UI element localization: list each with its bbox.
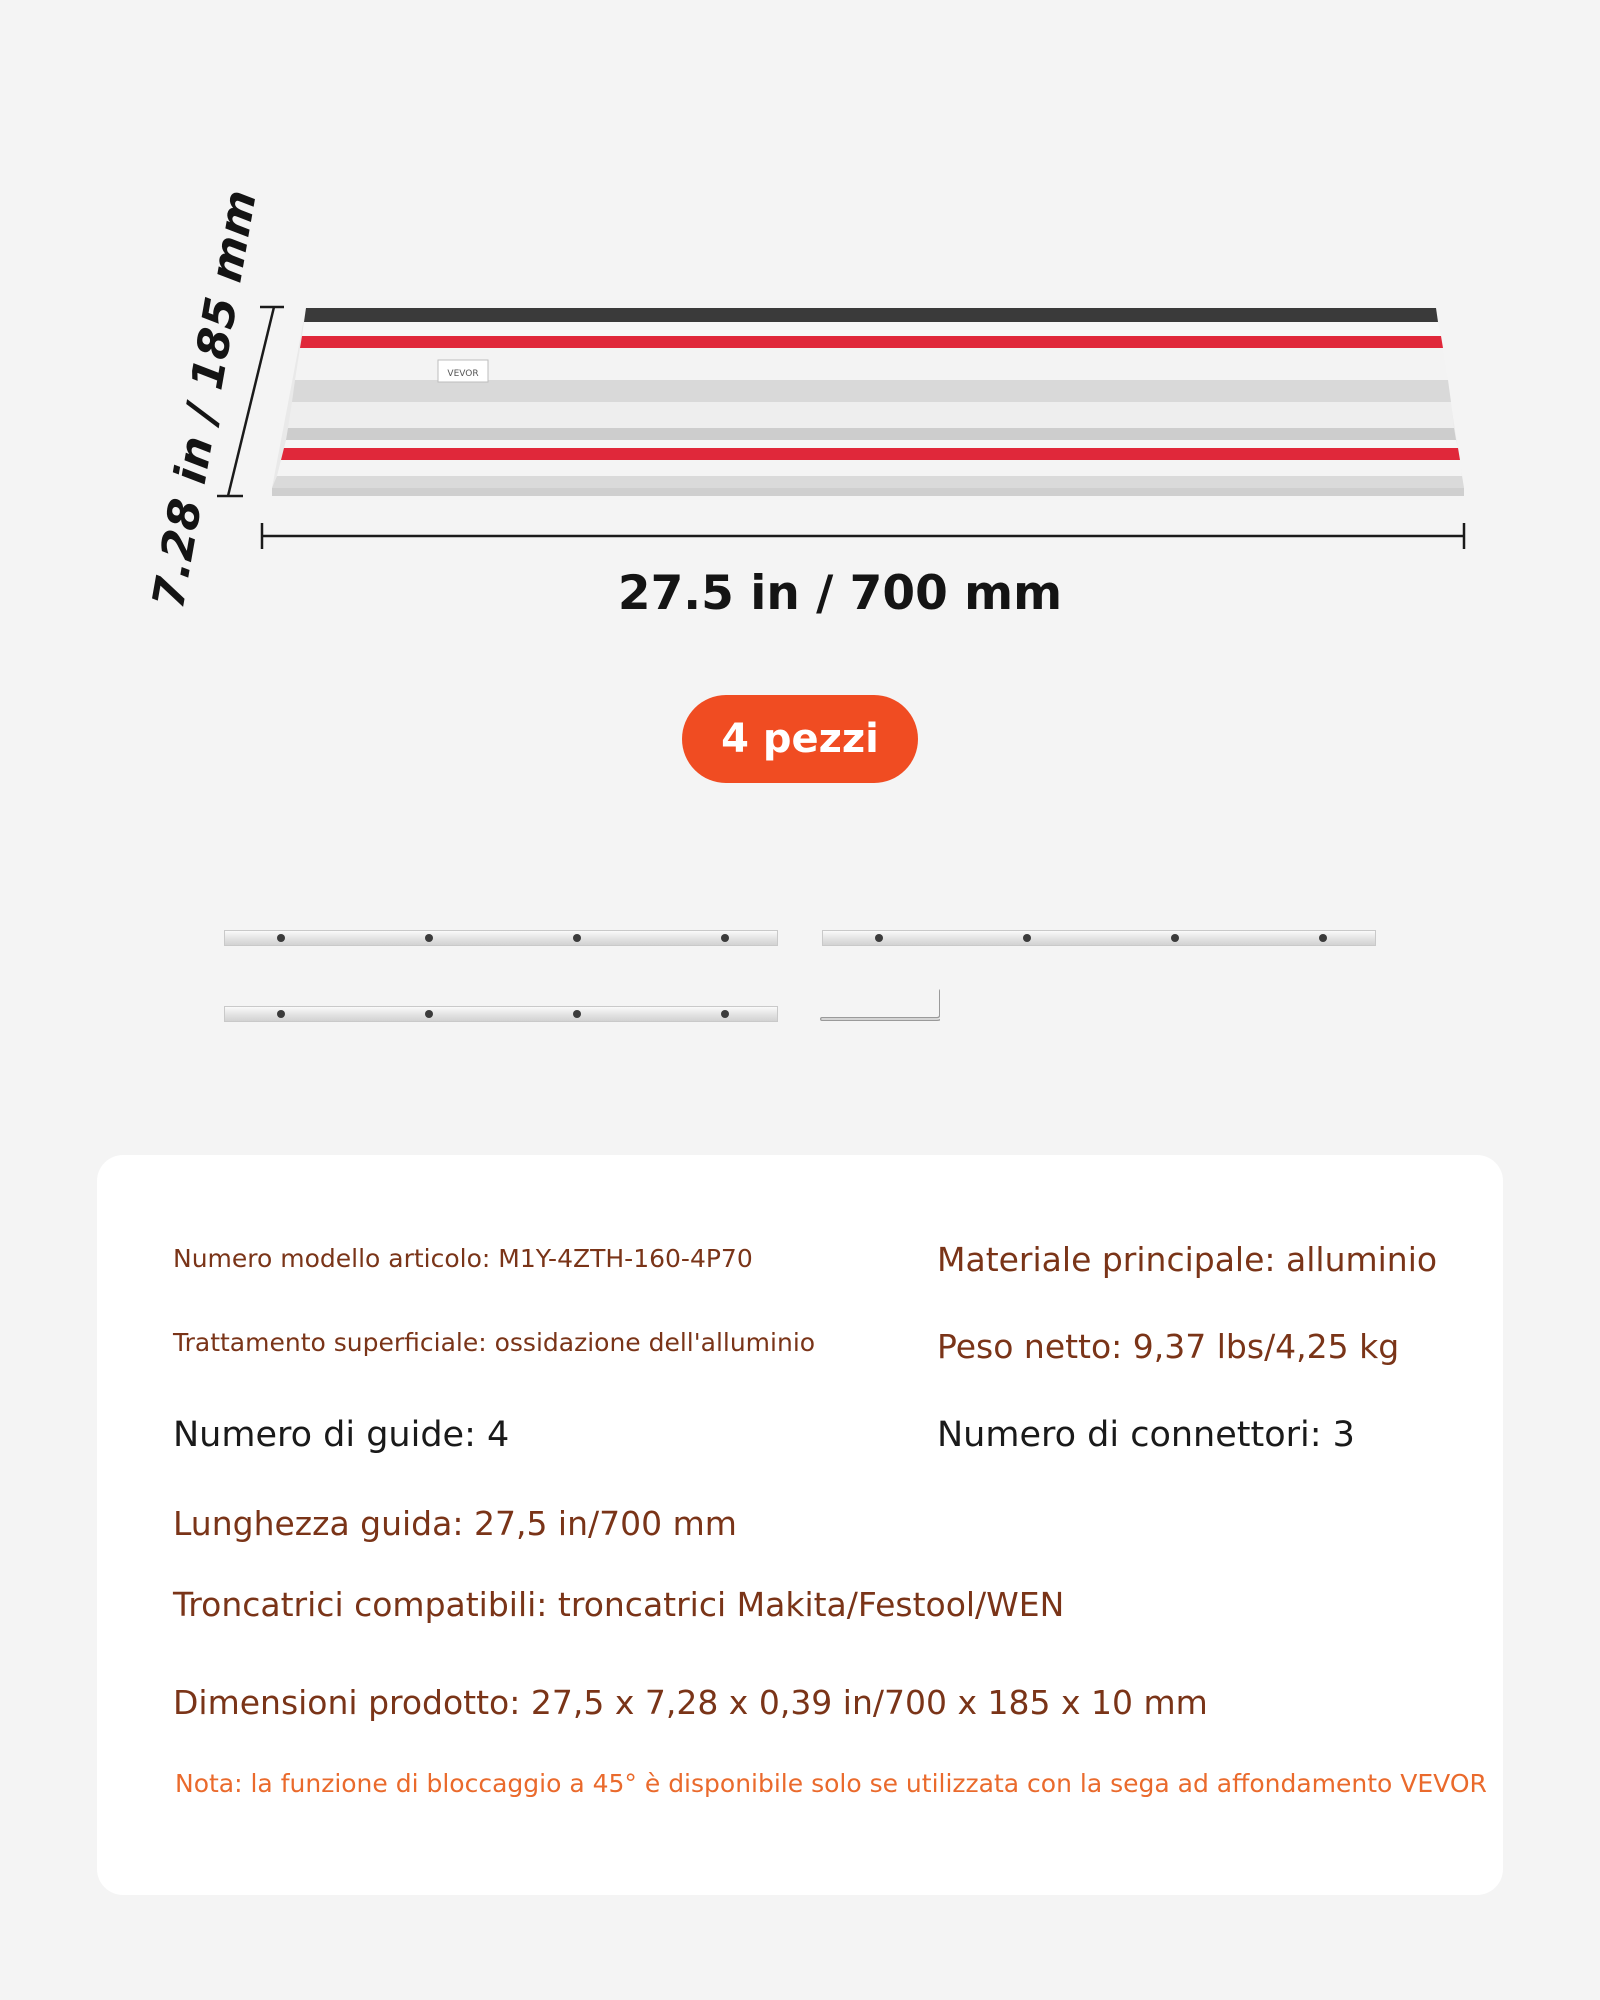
screw-icon — [1023, 934, 1031, 942]
spec-model-number: Numero modello articolo: M1Y-4ZTH-160-4P70 — [173, 1244, 753, 1273]
screw-icon — [425, 934, 433, 942]
height-dimension-label: 7.28 in / 185 mm — [143, 185, 267, 613]
spec-product-dimensions: Dimensioni prodotto: 27,5 x 7,28 x 0,39 in/700 x 185 x 10 mm — [173, 1683, 1208, 1722]
screw-icon — [573, 1010, 581, 1018]
width-dimension-label: 27.5 in / 700 mm — [617, 566, 1063, 621]
connector-rail-3 — [224, 1006, 778, 1022]
quantity-badge-label: 4 pezzi — [721, 716, 879, 762]
quantity-badge — [682, 695, 918, 783]
screw-icon — [425, 1010, 433, 1018]
screw-icon — [875, 934, 883, 942]
spec-rail-length: Lunghezza guida: 27,5 in/700 mm — [173, 1504, 737, 1543]
red-strip-top — [300, 336, 1443, 348]
spec-surface-treatment: Trattamento superficiale: ossidazione dell'alluminio — [173, 1328, 816, 1357]
connector-rail-2 — [822, 930, 1376, 946]
note-45-degree-lock: Nota: la funzione di bloccaggio a 45° è disponibile solo se utilizzata con la sega ad affondamento VEVOR — [175, 1769, 1487, 1798]
spec-compatible-saws: Troncatrici compatibili: troncatrici Makita/Festool/WEN — [173, 1585, 1065, 1624]
product-label-text: VEVOR — [447, 369, 479, 379]
screw-icon — [1319, 934, 1327, 942]
screw-icon — [277, 934, 285, 942]
hex-key-icon — [820, 985, 940, 1025]
screw-icon — [277, 1010, 285, 1018]
screw-icon — [573, 934, 581, 942]
spec-rails-count: Numero di guide: 4 — [173, 1415, 510, 1455]
screw-icon — [1171, 934, 1179, 942]
screw-icon — [721, 934, 729, 942]
spec-main-material: Materiale principale: alluminio — [937, 1240, 1438, 1279]
red-strip-bottom — [281, 448, 1460, 460]
guide-rail-top-edge — [304, 308, 1438, 322]
spec-net-weight: Peso netto: 9,37 lbs/4,25 kg — [937, 1327, 1400, 1366]
screw-icon — [721, 1010, 729, 1018]
connector-rail-1 — [224, 930, 778, 946]
spec-connectors-count: Numero di connettori: 3 — [937, 1415, 1355, 1455]
